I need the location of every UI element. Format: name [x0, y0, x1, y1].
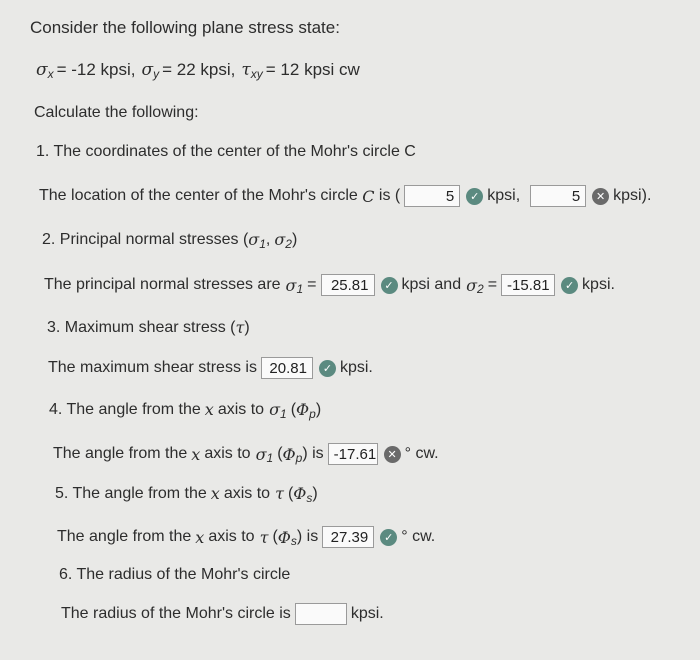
q1-prompt-c: C — [362, 186, 375, 206]
q1-input-2[interactable]: 5 — [530, 185, 586, 207]
sigma-x-sub: x — [47, 67, 54, 81]
q5-prompt-mid: axis to — [208, 528, 255, 545]
q5-input[interactable]: 27.39 — [322, 526, 374, 548]
sigma-x-symbol: σ — [36, 60, 48, 80]
given-stresses — [36, 60, 360, 80]
x-mark-icon: ✕ — [592, 188, 609, 205]
q5-tau: τ — [275, 484, 284, 503]
q3-unit: kpsi. — [339, 359, 373, 376]
q3-answer-row — [48, 357, 373, 379]
q5-ans-phi: Φ — [277, 527, 291, 547]
q4-ans-open: ( — [277, 445, 283, 462]
q6-input[interactable] — [295, 603, 347, 625]
q5-ans-sub-s: s — [290, 534, 297, 548]
q1-heading — [36, 143, 416, 161]
q4-input[interactable]: -17.61 — [328, 443, 378, 465]
q2-ans-sub-2: 2 — [477, 282, 484, 296]
sigma-y-value: = 22 kpsi, — [162, 60, 236, 79]
q3-heading — [47, 318, 250, 337]
tau-xy-value: = 12 kpsi cw — [265, 60, 360, 79]
q5-ans-tau: τ — [259, 527, 269, 547]
intro-label: Consider the following plane stress state: — [30, 18, 340, 37]
q2-sigma-2: σ — [274, 230, 286, 249]
q4-ans-phi: Φ — [282, 444, 296, 464]
q3-heading-end: ) — [244, 318, 250, 336]
x-mark-icon: ✕ — [384, 446, 401, 463]
q4-is: is — [307, 445, 324, 462]
q5-x: x — [210, 484, 220, 503]
q4-ans-sub-p: p — [295, 451, 303, 465]
q2-comma: , — [265, 230, 271, 248]
q1-unit-2: kpsi). — [613, 187, 652, 204]
q2-heading-end: ) — [291, 230, 298, 248]
check-icon: ✓ — [380, 529, 397, 546]
q3-heading-label: 3. Maximum shear stress ( — [47, 318, 236, 336]
q2-eq-1: = — [307, 276, 317, 293]
q2-prompt: The principal normal stresses are — [44, 276, 281, 293]
q4-sub-p: p — [309, 406, 316, 421]
q1-answer-row — [39, 185, 651, 207]
q3-tau: τ — [235, 318, 245, 337]
q4-heading-mid: axis to — [217, 400, 265, 418]
intro-text — [30, 18, 340, 38]
q6-answer-row — [61, 603, 384, 625]
q2-input-2[interactable]: -15.81 — [501, 274, 555, 296]
check-icon: ✓ — [466, 188, 483, 205]
tau-xy-symbol: τ — [241, 60, 251, 80]
calc-label: Calculate the following: — [34, 104, 199, 121]
calc-heading — [34, 104, 199, 122]
q6-heading — [59, 566, 290, 584]
q5-sub-s: s — [306, 490, 313, 505]
q5-ans-open: ( — [272, 528, 278, 545]
q4-sub-1: 1 — [280, 406, 287, 421]
q6-heading-label: 6. The radius of the Mohr's circle — [59, 566, 291, 583]
q4-close: ) — [315, 400, 322, 418]
q4-heading-label: 4. The angle from the — [49, 400, 201, 418]
q5-close: ) — [312, 484, 318, 502]
q6-prompt: The radius of the Mohr's circle is — [61, 605, 291, 622]
q5-ans-x: x — [195, 527, 205, 547]
q2-ans-sub-1: 1 — [296, 282, 304, 296]
q4-sigma: σ — [269, 400, 280, 419]
q4-heading — [49, 400, 321, 419]
check-icon: ✓ — [561, 277, 578, 294]
q2-ans-sigma-2: σ — [466, 275, 478, 295]
q5-prompt: The angle from the — [57, 528, 192, 545]
q1-input-1[interactable]: 5 — [404, 185, 460, 207]
q4-ans-x: x — [191, 444, 201, 464]
q4-prompt-mid: axis to — [204, 445, 251, 462]
sigma-y-symbol: σ — [141, 60, 154, 80]
q4-unit: ° cw. — [404, 445, 439, 462]
q4-x: x — [204, 400, 214, 419]
check-icon: ✓ — [381, 277, 398, 294]
q4-ans-sub-1: 1 — [266, 451, 274, 465]
q1-prompt: The location of the center of the Mohr's circle — [39, 187, 363, 204]
q5-heading-label: 5. The angle from the — [55, 484, 207, 502]
sigma-y-sub: y — [153, 67, 160, 81]
q5-open: ( — [287, 484, 294, 502]
q2-ans-sigma-1: σ — [285, 275, 297, 295]
check-icon: ✓ — [319, 360, 336, 377]
q1-heading-label: 1. The coordinates of the center of the Mohr's circle C — [36, 143, 416, 160]
q4-phi: Φ — [296, 400, 310, 419]
q5-heading — [55, 484, 318, 503]
q2-unit: kpsi. — [582, 276, 615, 293]
q5-unit: ° cw. — [401, 528, 436, 545]
tau-xy-sub: xy — [250, 67, 263, 81]
sigma-x-value: = -12 kpsi, — [56, 60, 136, 79]
q4-prompt: The angle from the — [53, 445, 188, 462]
q4-ans-sigma: σ — [255, 444, 267, 464]
q2-heading — [42, 230, 297, 249]
q2-answer-row — [44, 274, 615, 296]
q6-unit: kpsi. — [350, 605, 384, 622]
q2-eq-2: = — [487, 276, 498, 293]
q5-ans-close: ) — [296, 528, 303, 545]
q2-sigma-1: σ — [248, 230, 260, 249]
q5-answer-row — [57, 526, 435, 548]
q4-open: ( — [290, 400, 297, 418]
q1-prompt-is: is ( — [374, 187, 401, 204]
q5-heading-mid: axis to — [223, 484, 271, 502]
q3-prompt: The maximum shear stress is — [48, 359, 257, 376]
q4-ans-close: ) — [302, 445, 308, 462]
q3-input[interactable]: 20.81 — [261, 357, 313, 379]
q1-unit-1: kpsi, — [487, 187, 521, 204]
q2-heading-label: 2. Principal normal stresses ( — [42, 230, 249, 248]
q2-sub-2: 2 — [285, 236, 292, 251]
q5-is: is — [302, 528, 319, 545]
q5-phi: Φ — [293, 484, 307, 503]
q2-input-1[interactable]: 25.81 — [321, 274, 375, 296]
q4-answer-row — [53, 443, 439, 465]
q2-sub-1: 1 — [259, 236, 266, 251]
q2-mid: kpsi and — [401, 276, 462, 293]
